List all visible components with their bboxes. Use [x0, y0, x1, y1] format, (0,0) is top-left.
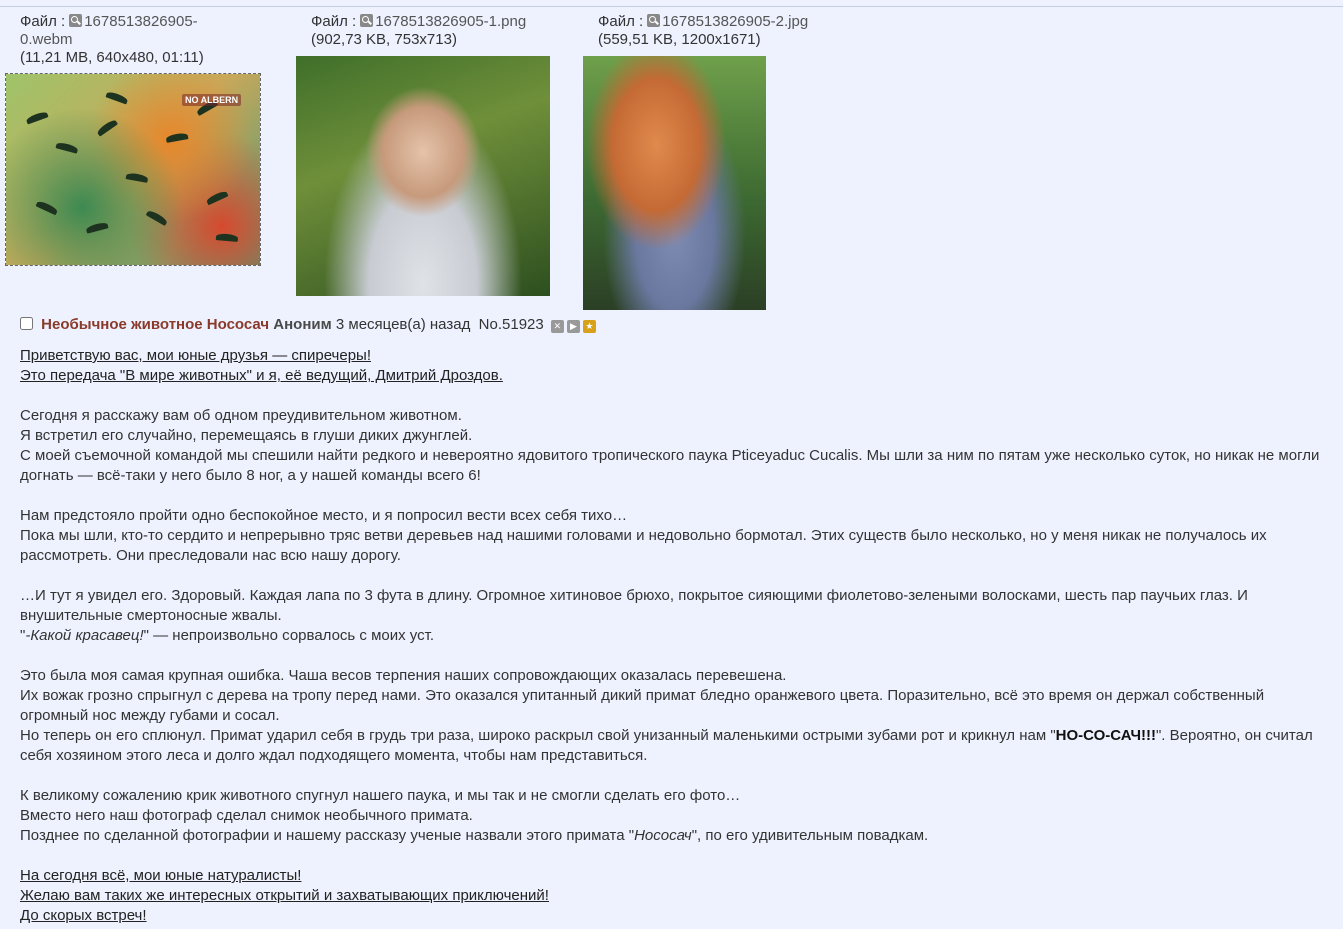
- post-subject: Необычное животное Нососач: [41, 316, 270, 333]
- post-time: 3 месяцев(а) назад: [335, 316, 471, 333]
- file-label: Файл :: [311, 13, 357, 30]
- file-meta: (11,21 MB, 640x480, 01:11): [20, 49, 204, 66]
- post-author: Аноним: [273, 316, 332, 333]
- body-line: Это передача "В мире животных" и я, её ведущий, Дмитрий Дроздов.: [20, 367, 503, 384]
- body-line: На сегодня всё, мои юные натуралисты!: [20, 867, 302, 884]
- file-label: Файл :: [20, 13, 66, 30]
- emphasis: Нососач: [634, 827, 692, 844]
- top-divider: [0, 6, 1343, 7]
- magnifier-icon[interactable]: [360, 14, 373, 27]
- file-label: Файл :: [598, 13, 644, 30]
- body-line: Я встретил его случайно, перемещаясь в глуши диких джунглей.: [20, 427, 473, 444]
- post-header: [20, 316, 596, 333]
- body-line: Это была моя самая крупная ошибка. Чаша весов терпения наших сопровождающих оказалась перевешена.: [20, 667, 787, 684]
- body-line: Вместо него наш фотограф сделал снимок необычного примата.: [20, 807, 473, 824]
- body-line: До скорых встреч!: [20, 907, 147, 924]
- post-number[interactable]: No.51923: [478, 316, 544, 333]
- file-link[interactable]: 1678513826905-: [84, 13, 198, 30]
- magnifier-icon[interactable]: [647, 14, 660, 27]
- body-line: Желаю вам таких же интересных открытий и захватывающих приключений!: [20, 887, 549, 904]
- watermark-logo: NO ALBERN: [182, 94, 241, 106]
- image-thumbnail-monkey[interactable]: [583, 56, 766, 310]
- close-icon[interactable]: ✕: [551, 320, 564, 333]
- file-info-2: [598, 13, 808, 49]
- file-meta: (902,73 KB, 753x713): [311, 31, 457, 48]
- video-thumbnail[interactable]: [6, 74, 260, 265]
- magnifier-icon[interactable]: [69, 14, 82, 27]
- image-thumbnail-man[interactable]: [296, 56, 550, 296]
- file-info-0: [20, 13, 204, 67]
- body-line: Позднее по сделанной фотографии и нашему рассказу ученые назвали этого примата "Нососач", по его удивительным повадкам.: [20, 827, 929, 844]
- body-line: "-Какой красавец!" — непроизвольно сорвалось с моих уст.: [20, 627, 434, 644]
- body-line: Их вожак грозно спрыгнул с дерева на тропу перед нами. Это оказался упитанный дикий примат бледно оранжевого цвета. Поразительно, всё это время он держал собственный огромный нос между губами и сосал.: [20, 687, 1265, 724]
- body-line: Пока мы шли, кто-то сердито и непрерывно тряс ветви деревьев над нашими головами и недовольно бормотал. Этих существ было несколько, но у меня никак не получалось их рассмотреть. Они преследовали нас всю нашу дорогу.: [20, 527, 1267, 564]
- body-line: Сегодня я расскажу вам об одном преудивительном животном.: [20, 407, 462, 424]
- emphasis: -Какой красавец!: [25, 627, 144, 644]
- star-icon[interactable]: ★: [583, 320, 596, 333]
- file-meta: (559,51 KB, 1200x1671): [598, 31, 761, 48]
- body-line: Но теперь он его сплюнул. Примат ударил себя в грудь три раза, широко раскрыл свой унизанный маленькими острыми зубами рот и крикнул нам "НО-СО-САЧ!!!". Вероятно, он считал себя хозяином этого леса и долго ждал подходящего момента, чтобы нам представиться.: [20, 727, 1313, 764]
- file-info-1: [311, 13, 526, 49]
- body-line: Приветствую вас, мои юные друзья — спиречеры!: [20, 347, 371, 364]
- body-line: Нам предстояло пройти одно беспокойное место, и я попросил вести всех себя тихо…: [20, 507, 628, 524]
- post-select-checkbox[interactable]: [20, 317, 33, 330]
- play-icon[interactable]: ▶: [567, 320, 580, 333]
- body-line: …И тут я увидел его. Здоровый. Каждая лапа по 3 фута в длину. Огромное хитиновое брюхо, покрытое сияющими фиолетово-зелеными волосками, шесть пар паучьих глаз. И внушительные смертоносные жвалы.: [20, 587, 1248, 624]
- post-body: [20, 346, 1330, 926]
- body-line: К великому сожалению крик животного спугнул нашего паука, и мы так и не смогли сделать его фото…: [20, 787, 741, 804]
- body-line: С моей съемочной командой мы спешили найти редкого и невероятно ядовитого тропического паука Pticeyaduc Cucalis. Мы шли за ним по пятам уже несколько суток, но никак не могли догнать — всё-таки у него было 8 ног, а у нашей команды всего 6!: [20, 447, 1320, 484]
- file-link[interactable]: 1678513826905-1.png: [375, 13, 527, 30]
- shout-text: НО-СО-САЧ!!!: [1055, 727, 1156, 744]
- file-link[interactable]: 1678513826905-2.jpg: [662, 13, 809, 30]
- file-link-cont[interactable]: 0.webm: [20, 31, 73, 48]
